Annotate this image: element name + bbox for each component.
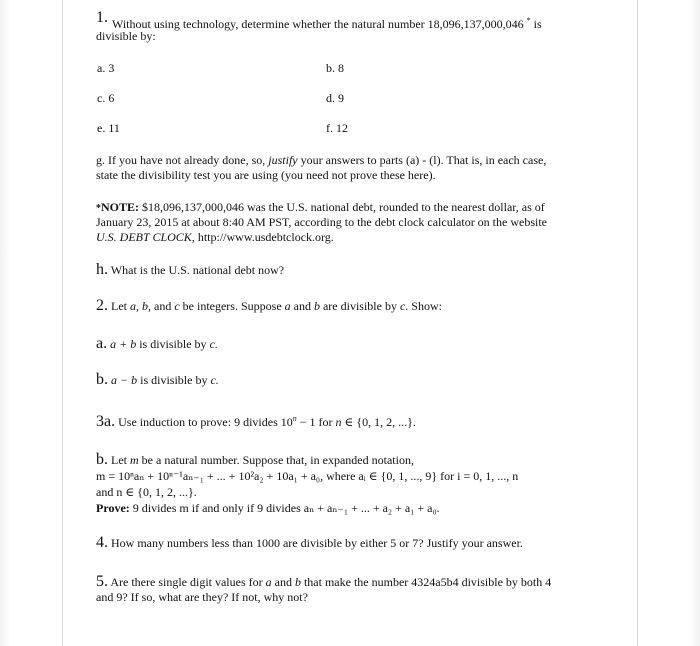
h-text: What is the U.S. national debt now? xyxy=(110,263,285,277)
q3b-line3: and n ∈ {0, 1, 2, ...}. xyxy=(96,485,197,499)
note-site-name: U.S. DEBT CLOCK, xyxy=(96,230,195,244)
q2-text-a: Let xyxy=(111,299,127,313)
q1-line2: divisible by: xyxy=(96,29,156,43)
q5-line1-a: Are there single digit values for xyxy=(110,575,263,589)
q2b-text: is divisible by xyxy=(140,373,208,387)
option-e: e. 11 xyxy=(97,121,120,135)
q5-number: 5. xyxy=(96,573,108,590)
q1-line1-tail: is xyxy=(533,17,542,31)
q5-line2: and 9? If so, what are they? If not, why not? xyxy=(96,590,308,604)
q3a-line xyxy=(96,414,416,430)
q3b-line1 xyxy=(96,452,414,468)
q3a-text2: − 1 for xyxy=(299,415,333,429)
q3a-text3: ∈ {0, 1, 2, ...}. xyxy=(344,415,416,429)
option-c: c. 6 xyxy=(97,91,115,105)
q2a-expr: a + b xyxy=(110,337,137,351)
q2-text-c: , and xyxy=(148,299,172,313)
q2a-var: c. xyxy=(209,337,218,351)
q2-var-c: c xyxy=(174,299,180,313)
q3a-sup: n xyxy=(292,414,297,423)
q3b-prove-text: 9 divides m if and only if 9 divides aₙ + aₙ₋₁ + ... + a₂ + a₁ + a₀. xyxy=(132,501,440,515)
h-line xyxy=(96,262,284,278)
q3b-line1-b: be a natural number. Suppose that, in expanded notation, xyxy=(141,453,414,467)
option-b: b. 8 xyxy=(326,61,344,75)
option-d: d. 9 xyxy=(326,91,344,105)
note-line2: January 23, 2015 at about 8:40 AM PST, according to the debt clock calculator on the website xyxy=(96,215,548,229)
q5-line1-c: that make the number 4324a5b4 divisible by both 4 xyxy=(303,575,552,589)
note-label: NOTE: xyxy=(101,200,140,214)
g-line1 xyxy=(96,153,546,168)
g-justify: justify xyxy=(268,153,298,167)
note-line1 xyxy=(96,200,545,216)
q2-var-a2: a xyxy=(284,299,291,313)
note-star: * xyxy=(96,203,101,214)
q3b-line1-a: Let xyxy=(111,453,127,467)
q4-line xyxy=(96,535,523,551)
q2-line xyxy=(96,298,442,314)
q2-var-c2: c xyxy=(399,299,406,313)
q2a-line xyxy=(96,336,218,352)
q1-line1 xyxy=(112,13,542,32)
h-number: h. xyxy=(96,261,108,278)
g-line1-c: your answers to parts (a) - (l). That is, in each case, xyxy=(300,153,547,167)
q2-var-b: b xyxy=(142,299,148,313)
g-prefix: g. xyxy=(96,153,105,167)
left-shadow xyxy=(0,0,10,646)
q1-number: 1. xyxy=(96,9,108,26)
q1-asterisk: * xyxy=(526,16,531,25)
q3b-prove-label: Prove: xyxy=(96,501,130,515)
q5-line1-b: and xyxy=(274,575,292,589)
q2a-number: a. xyxy=(96,335,108,352)
q2-text-e: and xyxy=(293,299,311,313)
q3b-var-m: m xyxy=(130,453,139,467)
q3a-var: n xyxy=(335,415,342,429)
q2b-var: c. xyxy=(210,373,219,387)
q4-number: 4. xyxy=(96,534,108,551)
q3a-number: 3a. xyxy=(96,413,116,430)
q5-line1 xyxy=(96,574,551,590)
q1-line1-text: Without using technology, determine whether the natural number 18,096,137,000,046 xyxy=(112,17,524,31)
q2b-number: b. xyxy=(96,371,108,388)
g-line1-a: If you have not already done, so, xyxy=(108,153,266,167)
q3b-line4 xyxy=(96,501,440,516)
q3b-line2: m = 10ⁿaₙ + 10ⁿ⁻¹aₙ₋₁ + ... + 10²a₂ + 10a₁ + a₀, where aᵢ ∈ {0, 1, ..., 9} for i = 0, 1, ..., n xyxy=(96,469,519,483)
right-margin-line xyxy=(637,0,638,646)
q4-text: How many numbers less than 1000 are divisible by either 5 or 7? Justify your answer. xyxy=(111,536,523,550)
q2-text-d: be integers. Suppose xyxy=(182,299,282,313)
q2a-text: is divisible by xyxy=(139,337,207,351)
option-a: a. 3 xyxy=(97,61,115,75)
note-line1-text: $18,096,137,000,046 was the U.S. national debt, rounded to the nearest dollar, as of xyxy=(142,200,545,214)
note-line3 xyxy=(96,230,334,245)
q2-number: 2. xyxy=(96,297,108,314)
q2-text-f: are divisible by xyxy=(322,299,397,313)
right-shadow xyxy=(690,0,700,646)
q5-var-b: b xyxy=(294,575,301,589)
note-url: http://www.usdebtclock.org. xyxy=(197,230,334,244)
g-line2: state the divisibility test you are using (you need not prove these here). xyxy=(96,168,436,182)
q2-text-b: , xyxy=(136,299,139,313)
q5-var-a: a xyxy=(265,575,272,589)
q3b-number: b. xyxy=(96,451,108,468)
q2b-line xyxy=(96,372,219,388)
q2-var-a: a xyxy=(130,299,136,313)
q2-text-g: . Show: xyxy=(405,299,442,313)
left-margin-line xyxy=(62,0,63,646)
q2b-expr: a − b xyxy=(111,373,138,387)
q3a-text1: Use induction to prove: 9 divides 10 xyxy=(118,415,293,429)
q2-var-b2: b xyxy=(313,299,320,313)
option-f: f. 12 xyxy=(326,121,348,135)
